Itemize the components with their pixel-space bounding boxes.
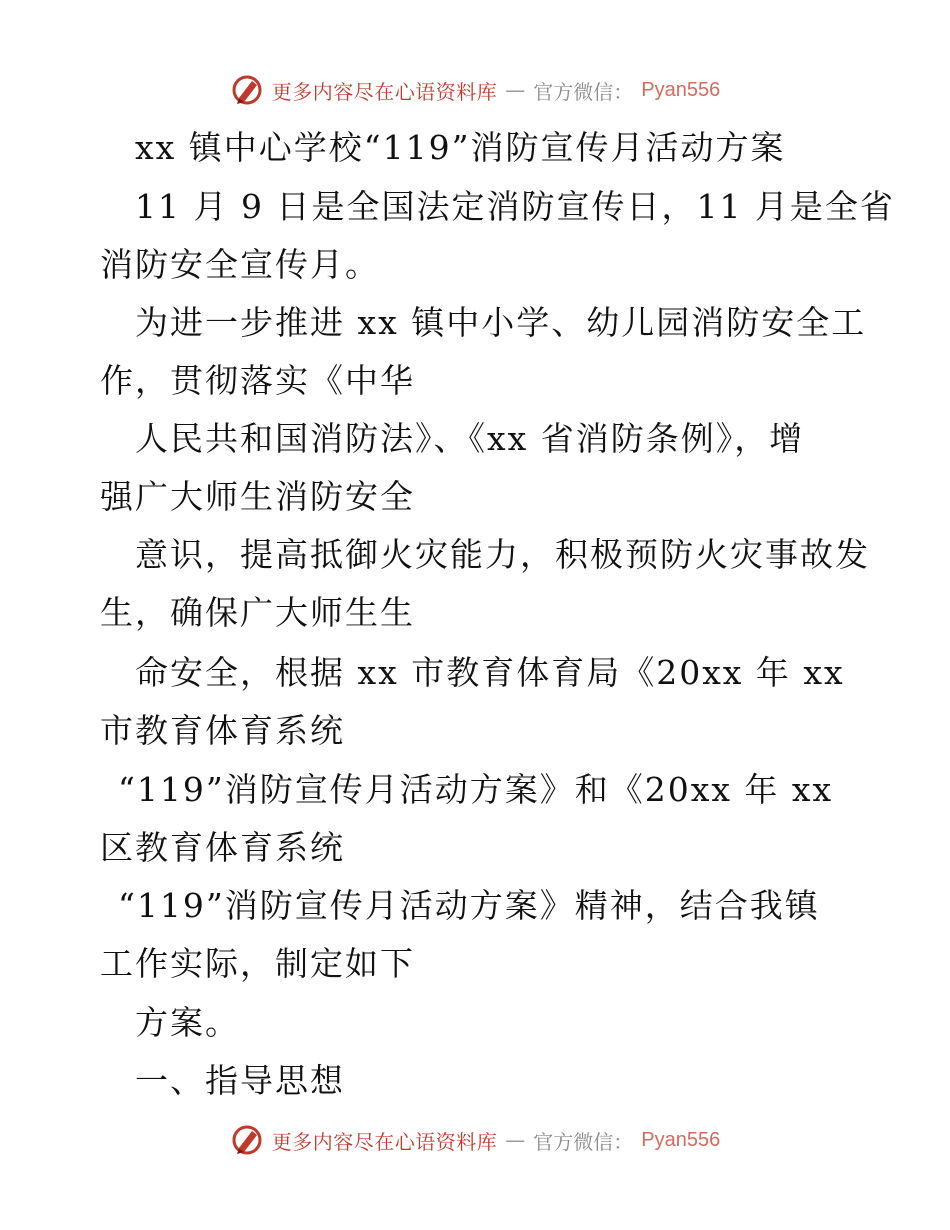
- watermark-wechat-id: Pyan556: [641, 78, 721, 101]
- pen-logo-icon: [230, 1123, 264, 1157]
- watermark-separator: —: [505, 78, 526, 102]
- watermark-site-text: 更多内容尽在心语资料库: [271, 1129, 498, 1154]
- paragraph-line: 工作实际，制定如下: [100, 944, 415, 983]
- paragraph-line: 为进一步推进 xx 镇中小学、幼儿园消防安全工: [135, 303, 867, 342]
- paragraph-line: 命安全，根据 xx 市教育体育局《20xx 年 xx: [135, 653, 845, 692]
- section-heading: 一、指导思想: [135, 1061, 345, 1100]
- document-title: xx 镇中心学校“119”消防宣传月活动方案: [135, 128, 786, 167]
- watermark-separator: —: [505, 1128, 526, 1152]
- watermark-wechat-id: Pyan556: [641, 1128, 721, 1151]
- paragraph-line: 消防安全宣传月。: [100, 245, 380, 284]
- paragraph-line: 方案。: [135, 1003, 240, 1042]
- paragraph-line: “119”消防宣传月活动方案》和《20xx 年 xx: [118, 770, 834, 809]
- watermark-wechat-label: 官方微信：: [533, 1129, 634, 1154]
- paragraph-line: 市教育体育系统: [100, 711, 345, 750]
- paragraph-line: 生，确保广大师生生: [100, 593, 415, 632]
- paragraph-line: 区教育体育系统: [100, 828, 345, 867]
- watermark-wechat-label: 官方微信：: [533, 79, 634, 104]
- paragraph-line: “119”消防宣传月活动方案》精神，结合我镇: [118, 886, 820, 925]
- paragraph-line: 作，贯彻落实《中华: [100, 361, 415, 400]
- paragraph-line: 强广大师生消防安全: [100, 477, 415, 516]
- watermark-footer: [0, 1118, 950, 1162]
- paragraph-line: 人民共和国消防法》、《xx 省消防条例》，增: [135, 419, 805, 458]
- paragraph-line: 11 月 9 日是全国法定消防宣传日，11 月是全省: [135, 187, 895, 226]
- paragraph-line: 意识，提高抵御火灾能力，积极预防火灾事故发: [135, 535, 870, 574]
- watermark-site-text: 更多内容尽在心语资料库: [271, 79, 498, 104]
